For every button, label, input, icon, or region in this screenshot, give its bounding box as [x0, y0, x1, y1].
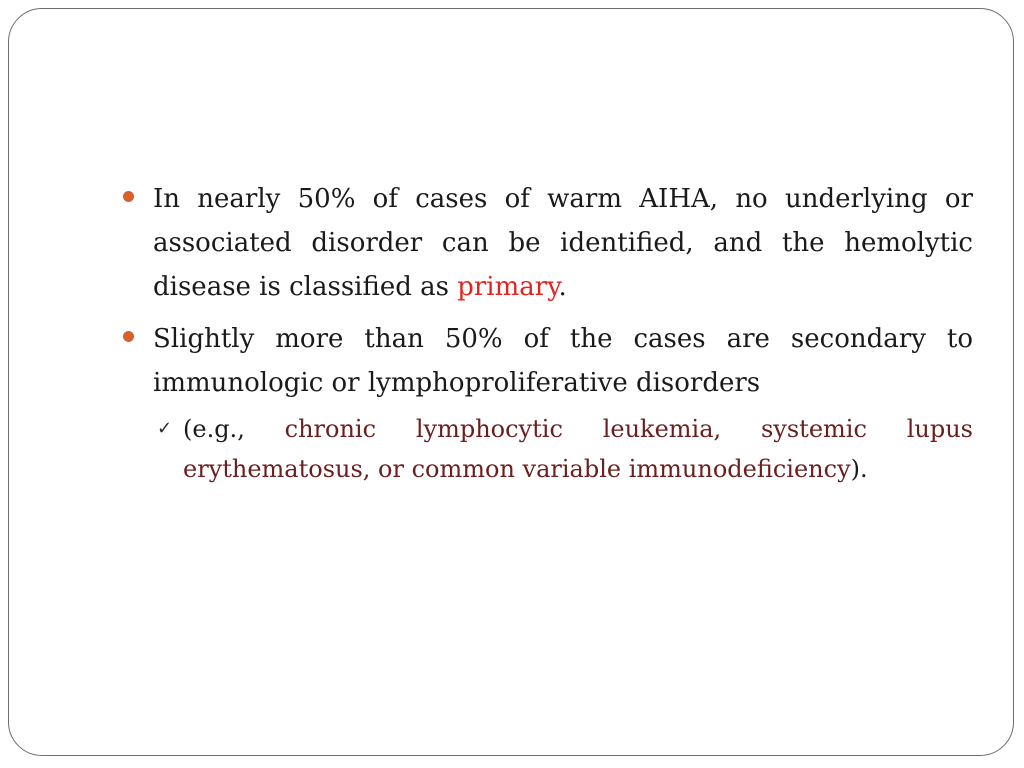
- sub-close: ).: [850, 455, 868, 483]
- slide-content: [121, 177, 973, 489]
- examples-list: chronic lymphocytic leukemia, systemic lupus erythematosus, or common variable immunodeficiency: [183, 415, 973, 483]
- highlight-primary: primary: [457, 272, 559, 302]
- bullet-secondary-cases: [121, 317, 973, 405]
- circle-bullet-icon: [123, 191, 134, 202]
- bullet-text-start: In nearly 50% of cases of warm AIHA, no underlying or associated disorder can be identified, and the hemolytic disease is classified as: [153, 184, 973, 302]
- slide-frame: [8, 8, 1014, 756]
- checkmark-icon: ✓: [157, 418, 173, 439]
- sub-bullet-examples: [157, 409, 973, 489]
- bullet-text-end: .: [558, 272, 567, 302]
- circle-bullet-icon: [123, 331, 134, 342]
- bullet-primary-cases: [121, 177, 973, 309]
- bullet-text: Slightly more than 50% of the cases are secondary to immunologic or lymphoproliferative disorders: [153, 324, 973, 398]
- sub-open: (e.g.,: [183, 415, 285, 443]
- sub-bullet-text: [183, 409, 973, 489]
